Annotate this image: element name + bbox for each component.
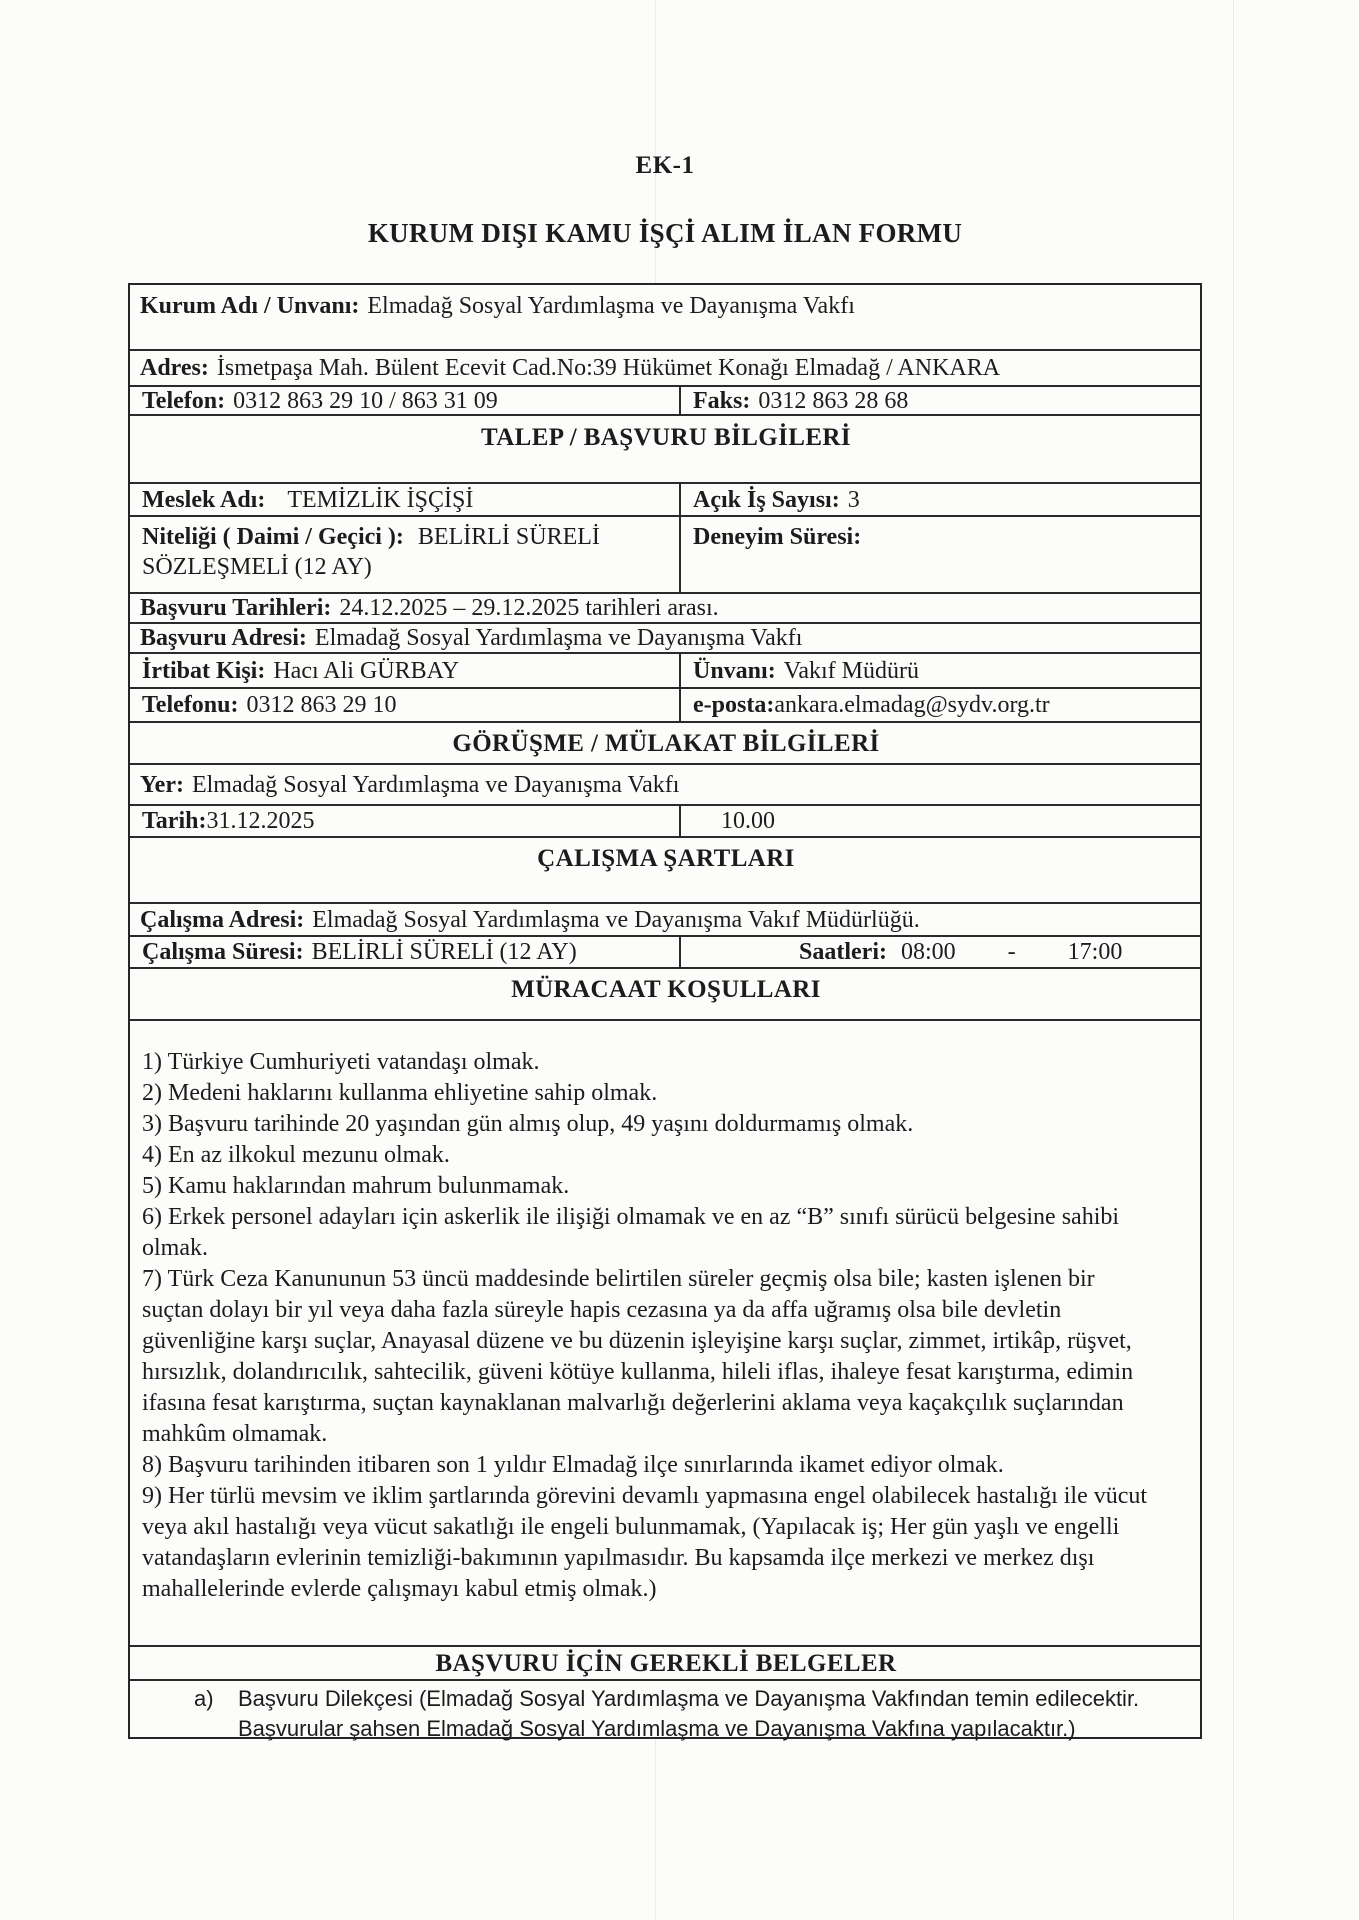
row-calisma-adresi: [130, 902, 1200, 935]
row-basvuru-tarihleri: [130, 592, 1200, 622]
list-item: [142, 1109, 1148, 1140]
row-niteligi: [130, 515, 1200, 592]
calisma-adresi-value: Elmadağ Sosyal Yardımlaşma ve Dayanışma Vakıf Müdürlüğü.: [312, 906, 920, 933]
list-item: [142, 1450, 1148, 1481]
unvani-cell: [679, 654, 1200, 687]
telefonu-label: Telefonu:: [142, 692, 239, 718]
item-marker: 2): [142, 1080, 162, 1106]
meslek-label: Meslek Adı:: [142, 486, 266, 513]
saat-cell: [679, 806, 1200, 836]
list-item: [142, 1202, 1148, 1264]
niteligi-value: BELİRLİ SÜRELİ SÖZLEŞMELİ (12 AY): [142, 524, 600, 580]
tarih-cell: [130, 806, 679, 836]
meslek-value: TEMİZLİK İŞÇİŞİ: [287, 486, 474, 513]
item-text: En az ilkokul mezunu olmak.: [168, 1142, 450, 1168]
row-telefonu-eposta: [130, 687, 1200, 721]
item-marker: 7): [142, 1266, 162, 1292]
basvuru-adresi-label: Başvuru Adresi:: [140, 625, 307, 651]
item-text: Türk Ceza Kanununun 53 üncü maddesinde belirtilen süreler geçmiş olsa bile; kasten işlenen bir suçtan dolayı bir yıl veya daha fazla süreyle hapis cezasına ya da affa uğramış olsa bile devletin güvenliğine karşı suçlar, Anayasal düzene ve bu düzenin işleyişine karşı suçlar, zimmet, irtikâp, rüşvet, hırsızlık, dolandırıcılık, sahtecilik, güveni kötüye kullanma, hileli iflas, ihaleye fesat karıştırma, edimin ifasına fesat karıştırma, suçtan kaynaklanan malvarlığı değerlerini aklama veya kaçakçılık suçlarından mahkûm olmamak.: [142, 1266, 1134, 1447]
row-meslek: [130, 482, 1200, 515]
faks-label: Faks:: [693, 387, 751, 414]
tarih-label: Tarih:: [142, 808, 207, 834]
telefonu-value: 0312 863 29 10: [246, 692, 397, 718]
item-text: Başvuru tarihinden itibaren son 1 yıldır Elmadağ ilçe sınırlarında ikamet ediyor olmak.: [168, 1452, 1004, 1478]
item-text: Türkiye Cumhuriyeti vatandaşı olmak.: [167, 1049, 540, 1075]
row-irtibat: [130, 652, 1200, 687]
page-title: KURUM DIŞI KAMU İŞÇİ ALIM İLAN FORMU: [367, 218, 963, 248]
telefon-value: 0312 863 29 10 / 863 31 09: [233, 387, 498, 414]
adres-label: Adres:: [140, 355, 209, 381]
saatleri-separator: -: [1007, 939, 1016, 965]
telefonu-cell: [130, 689, 679, 721]
irtibat-cell: [130, 654, 679, 687]
eposta-value: ankara.elmadag@sydv.org.tr: [774, 692, 1050, 718]
row-basvuru-adresi: [130, 622, 1200, 652]
basvuru-adresi-value: Elmadağ Sosyal Yardımlaşma ve Dayanışma Vakfı: [314, 625, 803, 651]
deneyim-label: Deneyim Süresi:: [693, 524, 862, 550]
item-marker: 8): [142, 1452, 162, 1478]
item-text: Her türlü mevsim ve iklim şartlarında görevini devamlı yapmasına engel olabilecek hastalığı ile vücut veya akıl hastalığı veya vücut sakatlığı ile engeli bulunmamak, (Yapılacak iş; Her gün yaşlı ve engelli vatandaşların evlerinin temizliği-bakımının yapılmasıdır. Bu kapsamda ilçe merkezi ve merkez dışı mahallelerinde evlerde çalışmayı kabul etmiş olmak.): [142, 1483, 1148, 1602]
item-marker: 6): [142, 1204, 162, 1230]
saatleri-label: Saatleri:: [799, 939, 887, 965]
kurum-adi-value: Elmadağ Sosyal Yardımlaşma ve Dayanışma Vakfı: [367, 293, 855, 319]
yer-value: Elmadağ Sosyal Yardımlaşma ve Dayanışma Vakfı: [191, 771, 680, 798]
saatleri-end: 17:00: [1067, 939, 1123, 965]
item-text: Erkek personel adayları için askerlik ile ilişiği olmamak ve en az “B” sınıfı sürücü belgesine sahibi olmak.: [142, 1204, 1120, 1261]
calisma-suresi-cell: [130, 937, 679, 967]
section-header-belgeler: BAŞVURU İÇİN GEREKLİ BELGELER: [130, 1645, 1200, 1679]
list-item: [142, 1047, 1148, 1078]
eposta-label: e-posta:: [693, 692, 775, 718]
section-header-talep: TALEP / BAŞVURU BİLGİLERİ: [130, 414, 1200, 482]
item-text: Medeni haklarını kullanma ehliyetine sahip olmak.: [168, 1080, 658, 1106]
form-table: [128, 283, 1202, 1739]
list-item: [142, 1264, 1148, 1450]
item-marker: 9): [142, 1483, 162, 1509]
eposta-cell: [679, 689, 1200, 721]
item-marker: 5): [142, 1173, 162, 1199]
niteligi-label: Niteliği ( Daimi / Geçici ):: [142, 524, 404, 550]
niteligi-cell: [130, 517, 679, 592]
unvani-value: Vakıf Müdürü: [783, 657, 920, 684]
yer-label: Yer:: [140, 771, 184, 798]
faks-cell: [679, 387, 1200, 414]
row-adres: [130, 349, 1200, 385]
annex-tag: EK-1: [635, 152, 695, 179]
row-yer: [130, 763, 1200, 804]
deneyim-cell: [679, 517, 1200, 592]
list-item: [142, 1140, 1148, 1171]
item-marker: 3): [142, 1111, 162, 1137]
calisma-adresi-label: Çalışma Adresi:: [140, 906, 305, 933]
acik-is-label: Açık İş Sayısı:: [693, 486, 840, 513]
telefon-cell: [130, 387, 679, 414]
basvuru-tarihleri-label: Başvuru Tarihleri:: [140, 595, 332, 621]
unvani-label: Ünvanı:: [693, 657, 776, 684]
basvuru-tarihleri-value: 24.12.2025 – 29.12.2025 tarihleri arası.: [339, 595, 719, 621]
saatleri-start: 08:00: [900, 939, 956, 965]
item-marker: 4): [142, 1142, 162, 1168]
section-header-muracaat: MÜRACAAT KOŞULLARI: [130, 967, 1200, 1019]
calisma-suresi-label: Çalışma Süresi:: [142, 939, 304, 965]
item-marker: a): [194, 1686, 214, 1711]
meslek-cell: [130, 484, 679, 515]
kurum-adi-label: Kurum Adı / Unvanı:: [140, 293, 360, 319]
telefon-label: Telefon:: [142, 387, 226, 414]
saatleri-cell: [679, 937, 1200, 967]
saat-value: 10.00: [721, 808, 775, 834]
section-header-calisma: ÇALIŞMA ŞARTLARI: [130, 836, 1200, 902]
row-telefon-faks: [130, 385, 1200, 414]
muracaat-kosullari-list: [130, 1019, 1200, 1645]
row-calisma-suresi: [130, 935, 1200, 967]
row-tarih: [130, 804, 1200, 836]
faks-value: 0312 863 28 68: [758, 387, 909, 414]
calisma-suresi-value: BELİRLİ SÜRELİ (12 AY): [311, 939, 577, 965]
item-text: Başvuru Dilekçesi (Elmadağ Sosyal Yardımlaşma ve Dayanışma Vakfından temin edilecektir. Başvurular şahsen Elmadağ Sosyal Yardımlaşma ve Dayanışma Vakfına yapılacaktır.): [238, 1686, 1140, 1741]
irtibat-value: Hacı Ali GÜRBAY: [273, 657, 460, 684]
irtibat-label: İrtibat Kişi:: [142, 657, 266, 684]
adres-value: İsmetpaşa Mah. Bülent Ecevit Cad.No:39 Hükümet Konağı Elmadağ / ANKARA: [216, 355, 1001, 381]
acik-is-value: 3: [847, 486, 860, 513]
belgeler-list-item: [130, 1679, 1200, 1741]
tarih-value: 31.12.2025: [206, 808, 315, 834]
scan-artifact-line: [1233, 0, 1234, 1920]
list-item: [142, 1171, 1148, 1202]
list-item: [142, 1078, 1148, 1109]
item-text: Kamu haklarından mahrum bulunmamak.: [168, 1173, 570, 1199]
list-item: [142, 1481, 1148, 1605]
row-kurum-adi: [130, 285, 1200, 349]
acik-is-cell: [679, 484, 1200, 515]
section-header-gorusme: GÖRÜŞME / MÜLAKAT BİLGİLERİ: [130, 721, 1200, 763]
item-marker: 1): [142, 1049, 162, 1075]
item-text: Başvuru tarihinde 20 yaşından gün almış olup, 49 yaşını doldurmamış olmak.: [168, 1111, 914, 1137]
